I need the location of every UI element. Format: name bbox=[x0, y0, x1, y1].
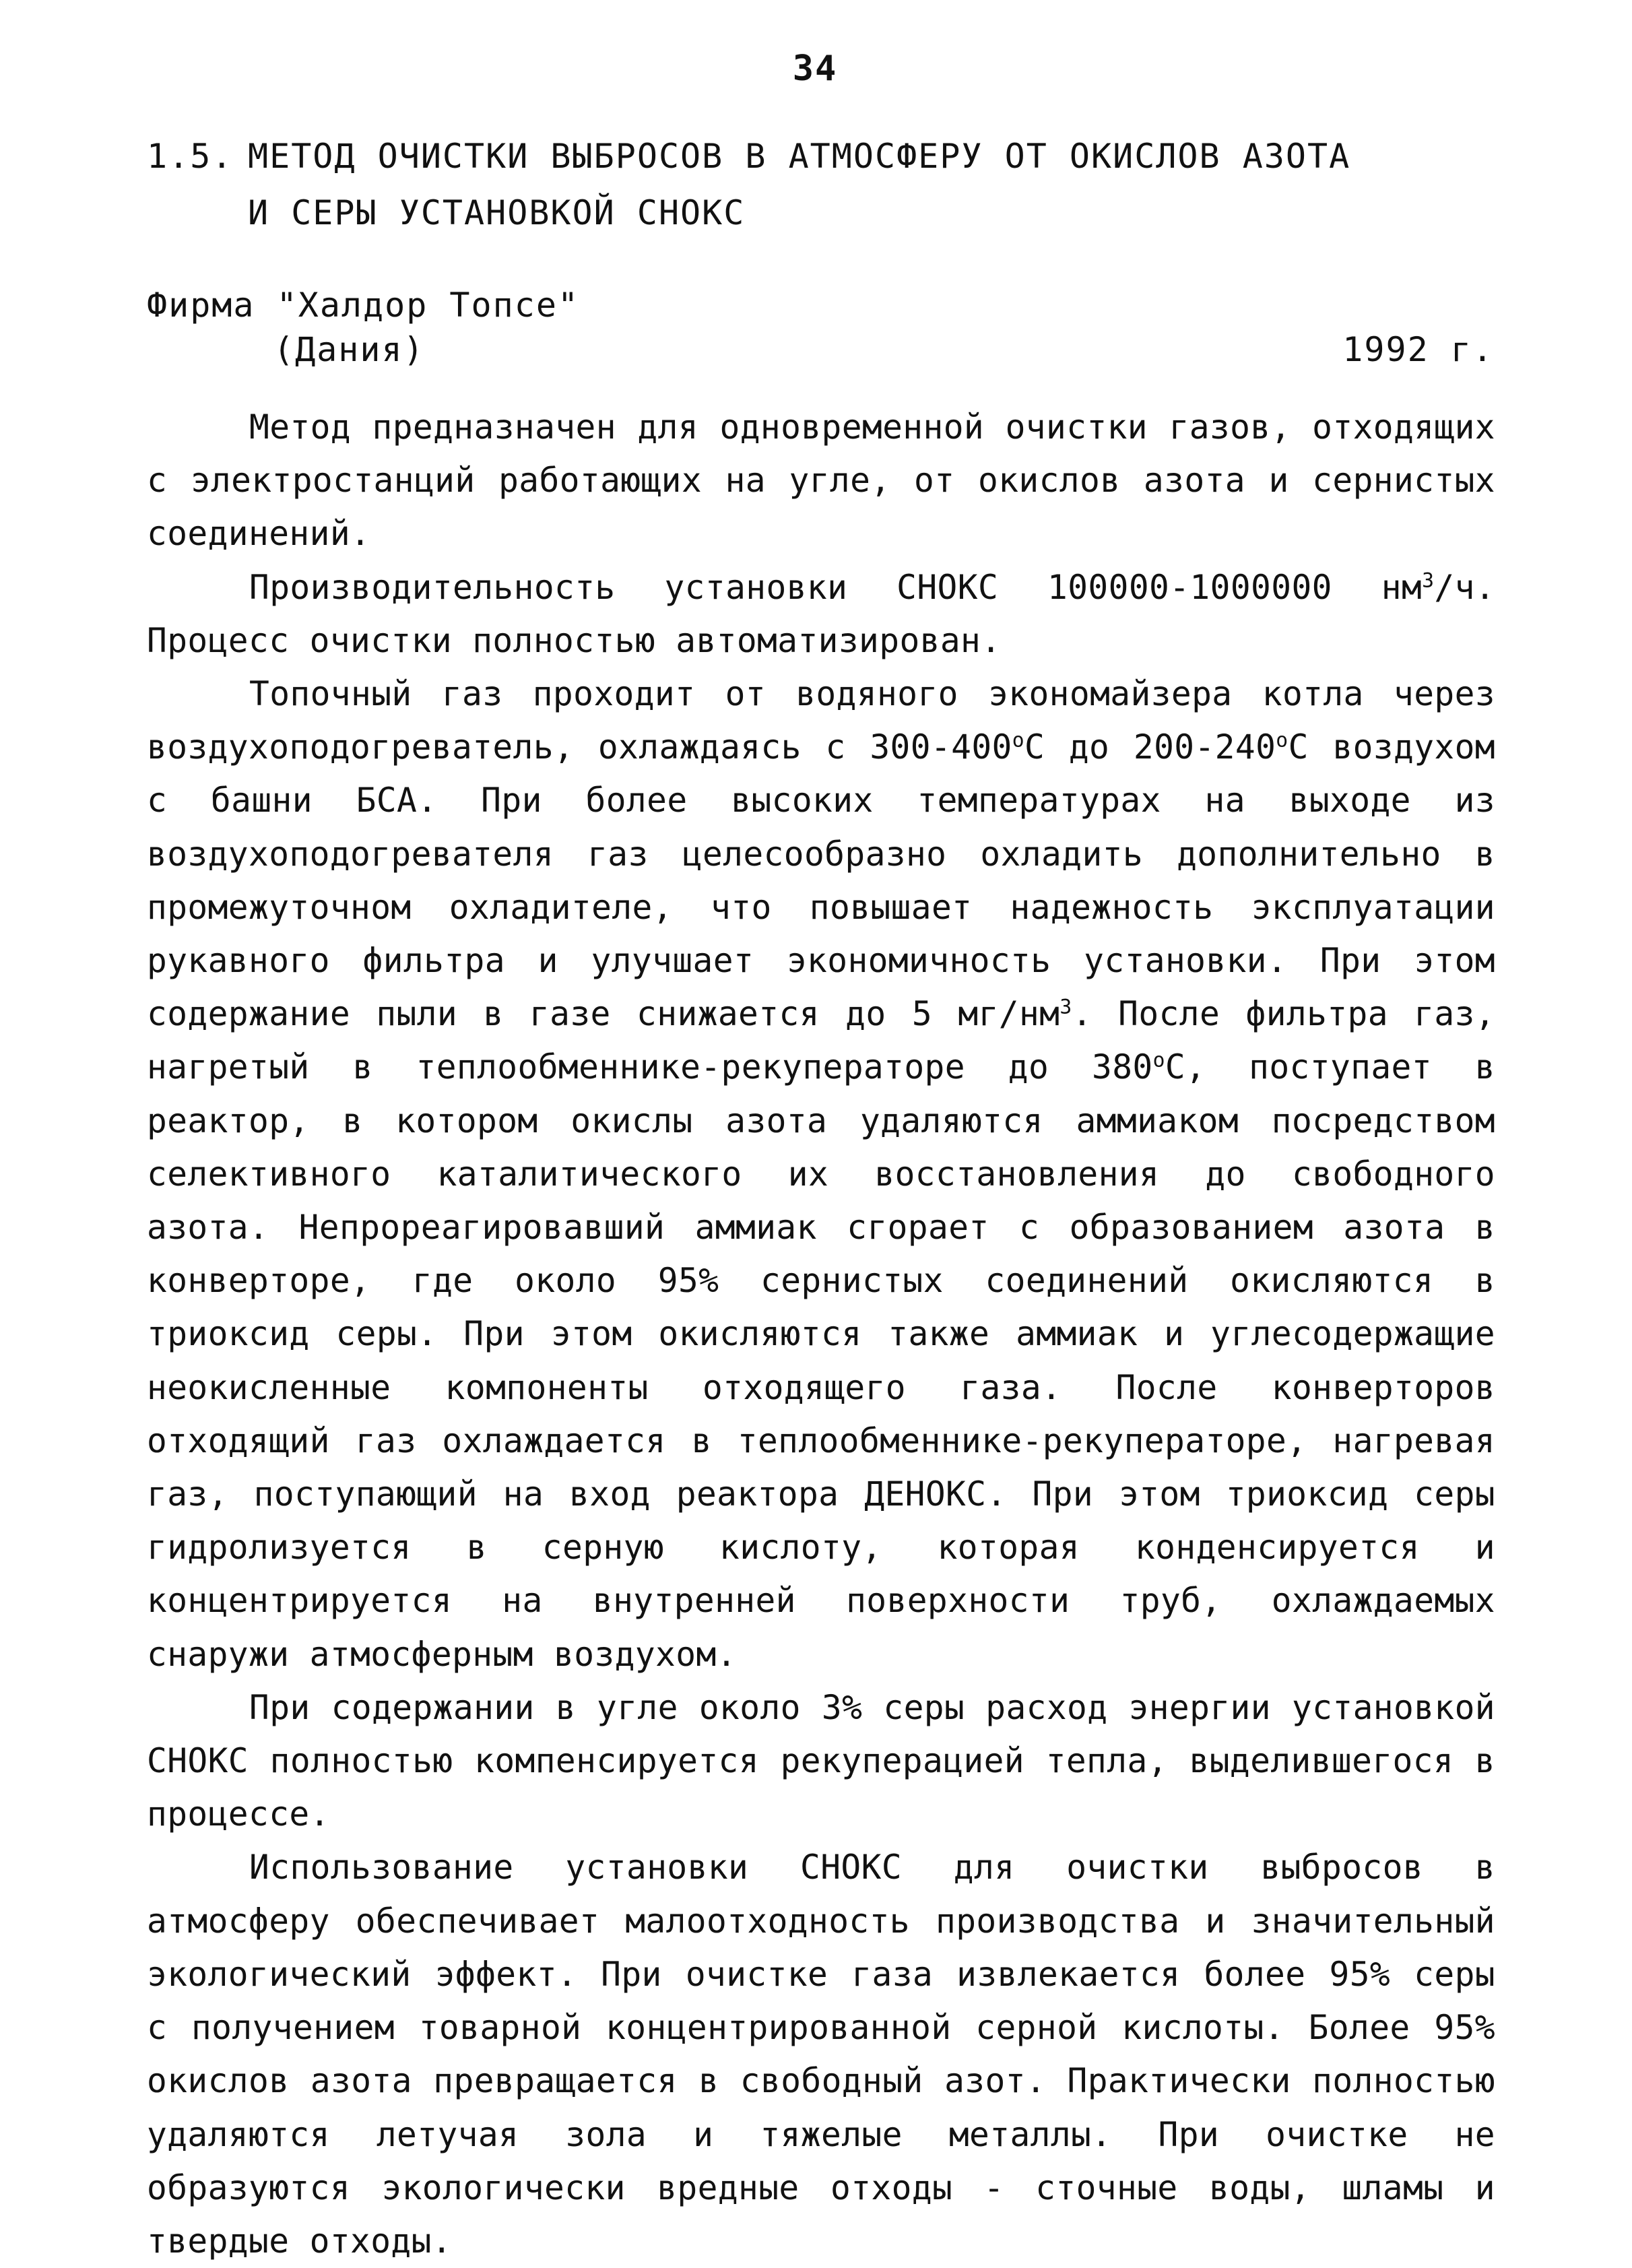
heading-line-1 bbox=[147, 128, 1528, 185]
paragraph-capacity bbox=[147, 561, 1495, 668]
paragraph-purpose bbox=[147, 401, 1495, 561]
heading-title-line-1: МЕТОД ОЧИСТКИ ВЫБРОСОВ В АТМОСФЕРУ ОТ ОКИСЛОВ АЗОТА bbox=[248, 137, 1351, 176]
paragraph-text: . После фильтра газ, нагретый в теплообменнике-рекуператоре до 380 bbox=[147, 994, 1496, 1087]
page-number: 34 bbox=[792, 48, 838, 89]
paragraph-process bbox=[147, 668, 1495, 1681]
paragraph-text: Топочный газ проходит от водяного экономайзера котла через воздухоподогреватель, охлаждаясь с 300-400 bbox=[147, 674, 1495, 767]
superscript: 3 bbox=[1059, 995, 1072, 1019]
degree-sign: о bbox=[1276, 728, 1288, 752]
paragraph-text: С, поступает в реактор, в котором окислы азота удаляются аммиаком посредством селективного каталитического их восстановления до свободного азота. Непрореагировавший аммиак сгорает с образованием азота в конверторе, где около 95% сернистых соединений окисляются в триоксид серы. При этом окисляются также аммиак и углесодержащие неокисленные компоненты отходящего газа. После конверторов отходящий газ охлаждается в теплообменнике-рекуператоре, нагревая газ, поступающий на вход реактора ДЕНОКС. При этом триоксид серы гидролизуется в серную кислоту, которая конденсируется и концентрируется на внутренней поверхности труб, охлаждаемых снаружи атмосферным воздухом. bbox=[147, 1047, 1495, 1674]
degree-sign: о bbox=[1012, 728, 1025, 752]
paragraph-energy bbox=[147, 1681, 1495, 1842]
section-heading bbox=[147, 128, 1528, 241]
firm-country: (Дания) bbox=[273, 330, 425, 369]
superscript: 3 bbox=[1422, 569, 1435, 593]
paragraph-text: С воздухом с башни БСА. При более высоких температурах на выходе из воздухоподогревателя газ целесообразно охладить дополнительно в промежуточном охладителе, что повышает надежность эксплуатации рукавного фильтра и улучшает экономичность установки. При этом содержание пыли в газе снижается до 5 мг/нм bbox=[147, 727, 1495, 1034]
degree-sign: о bbox=[1152, 1048, 1165, 1072]
body-text bbox=[147, 401, 1495, 2268]
paragraph-effect bbox=[147, 1841, 1495, 2268]
paragraph-text: Производительность установки СНОКС 100000-1000000 нм bbox=[249, 567, 1423, 607]
firm-name: Фирма "Халдор Топсе" bbox=[147, 286, 580, 325]
paragraph-text: При содержании в угле около 3% серы расход энергии установкой СНОКС полностью компенсируется рекуперацией тепла, выделившегося в процессе. bbox=[147, 1687, 1495, 1834]
paragraph-text: /ч. Процесс очистки полностью автоматизирован. bbox=[147, 567, 1495, 660]
firm-block bbox=[147, 283, 1494, 372]
heading-title-line-2: И СЕРЫ УСТАНОВКОЙ СНОКС bbox=[248, 193, 746, 232]
publication-year: 1992 г. bbox=[1342, 330, 1494, 369]
paragraph-text: Использование установки СНОКС для очистки выбросов в атмосферу обеспечивает малоотходность производства и значительный экологический эффект. При очистке газа извлекается более 95% серы с получением товарной концентрированной серной кислоты. Более 95% окислов азота превращается в свободный азот. Практически полностью удаляются летучая зола и тяжелые металлы. При очистке не образуются экологически вредные отходы - сточные воды, шламы и твердые отходы. bbox=[147, 1848, 1495, 2261]
section-number: 1.5. bbox=[147, 137, 234, 176]
paragraph-text: Метод предназначен для одновременной очистки газов, отходящих с электростанций работающих на угле, от окислов азота и сернистых соединений. bbox=[147, 408, 1495, 554]
paragraph-text: С до 200-240 bbox=[1024, 727, 1276, 767]
